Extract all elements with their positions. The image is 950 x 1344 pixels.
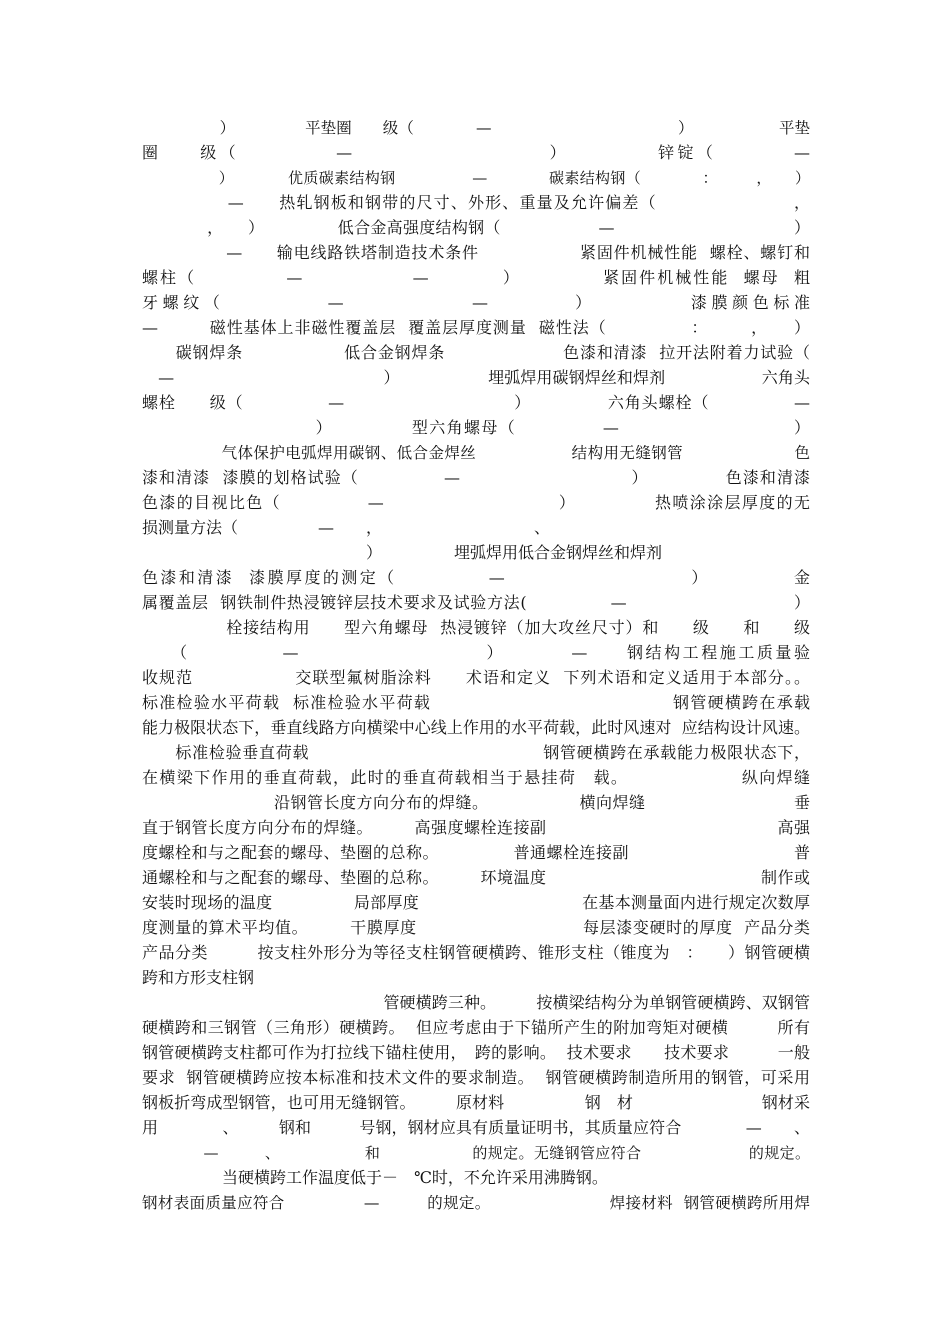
text-line: 硬横跨和三钢管（三角形）硬横跨。 但应考虑由于下锚所产生的附加弯矩对硬横 所有 — [142, 1018, 810, 1037]
text-line: 钢管硬横跨支柱都可作为打拉线下锚柱使用， 跨的影响。 技术要求 技术要求 一般 — [142, 1043, 810, 1062]
text-line: 色漆和清漆 漆膜厚度的测定（ — ） 金 — [142, 568, 810, 587]
text-line: 沿钢管长度方向分布的焊缝。 横向焊缝 垂 — [142, 793, 810, 812]
text-line: 钢板折弯成型钢管，也可用无缝钢管。 原材料 钢 材 钢材采 — [142, 1093, 810, 1112]
text-line: 当硬横跨工作温度低于－ ℃时，不允许采用沸腾钢。 — [142, 1168, 608, 1187]
text-line: 螺柱（ — — ） 紧固件机械性能 螺母 粗 — [142, 268, 810, 287]
text-line: — 、 和 的规定。无缝钢管应符合 的规定。 — [142, 1144, 810, 1162]
text-line: 标准检验水平荷载 标准检验水平荷载 钢管硬横跨在承载 — [142, 693, 810, 712]
text-line: ） 平垫圈 级（ — ） 平垫 — [142, 119, 810, 137]
text-line: 螺栓 级（ — ） 六角头螺栓（ — — [142, 393, 810, 412]
text-line: 管硬横跨三种。 按横梁结构分为单钢管硬横跨、双钢管 — [142, 993, 810, 1012]
text-line: 收规范 交联型氟树脂涂料 术语和定义 下列术语和定义适用于本部分。。 — [142, 668, 810, 687]
text-line: ， ） 低合金高强度结构钢（ — ） — [142, 218, 810, 237]
text-line: 跨和方形支柱钢 — [142, 968, 255, 987]
text-line: 属覆盖层 钢铁制件热浸镀锌层技术要求及试验方法( — ） — [142, 593, 810, 612]
text-line: （ — ） — 钢结构工程施工质量验 — [142, 643, 810, 662]
text-line: — 磁性基体上非磁性覆盖层 覆盖层厚度测量 磁性法（ ： ， ） — [142, 318, 810, 337]
text-line: 能力极限状态下，垂直线路方向横梁中心线上作用的水平荷载，此时风速对 应结构设计风速。 — [142, 718, 810, 737]
text-line: 安装时现场的温度 局部厚度 在基本测量面内进行规定次数厚 — [142, 893, 810, 912]
text-line: 栓接结构用 型六角螺母 热浸镀锌（加大攻丝尺寸）和 级 和 级 — [142, 618, 810, 637]
text-line: 碳钢焊条 低合金钢焊条 色漆和清漆 拉开法附着力试验（ — [142, 343, 810, 362]
text-line: 漆和清漆 漆膜的划格试验（ — ） 色漆和清漆 — [142, 468, 810, 487]
text-line: ） 埋弧焊用低合金钢焊丝和焊剂 — [142, 543, 663, 562]
text-line: 在横梁下作用的垂直荷载，此时的垂直荷载相当于悬挂荷 载。 纵向焊缝 — [142, 768, 810, 787]
text-line: 色漆的目视比色（ — ） 热喷涂涂层厚度的无 — [142, 493, 810, 512]
text-line: — 热轧钢板和钢带的尺寸、外形、重量及允许偏差（ ， — [142, 193, 810, 212]
text-line: 度测量的算术平均值。 干膜厚度 每层漆变硬时的厚度 产品分类 — [142, 918, 810, 937]
text-line: ） 优质碳素结构钢 — 碳素结构钢（ ： ， ） — [142, 169, 810, 187]
text-line: — 输电线路铁塔制造技术条件 紧固件机械性能 螺栓、螺钉和 — [142, 243, 810, 262]
text-line: ） 型六角螺母（ — ） — [142, 418, 810, 437]
text-line: 通螺栓和与之配套的螺母、垫圈的总称。 环境温度 制作或 — [142, 868, 810, 887]
text-line: 气体保护电弧焊用碳钢、低合金焊丝 结构用无缝钢管 色 — [142, 444, 810, 462]
text-line: 度螺栓和与之配套的螺母、垫圈的总称。 普通螺栓连接副 普 — [142, 843, 810, 862]
text-line: 要求 钢管硬横跨应按本标准和技术文件的要求制造。 钢管硬横跨制造所用的钢管，可采用 — [142, 1068, 810, 1087]
text-line: 牙螺纹（ — — ） 漆膜颜色标准 — [142, 293, 810, 312]
text-line: 直于钢管长度方向分布的焊缝。 高强度螺栓连接副 高强 — [142, 818, 810, 837]
text-line: 损测量方法（ — ， 、 — [142, 518, 551, 537]
text-line: 用 、 钢和 号钢，钢材应具有质量证明书，其质量应符合 — 、 — [142, 1118, 810, 1137]
text-line: 产品分类 按支柱外形分为等径支柱钢管硬横跨、锥形支柱（锥度为 ： ）钢管硬横 — [142, 943, 810, 962]
text-line: 标准检验垂直荷载 钢管硬横跨在承载能力极限状态下， — [142, 743, 810, 762]
text-line: 圈 级（ — ） 锌锭（ — — [142, 143, 810, 162]
text-line: — ） 埋弧焊用碳钢焊丝和焊剂 六角头 — [142, 368, 810, 387]
text-line: 钢材表面质量应符合 — 的规定。 焊接材料 钢管硬横跨所用焊 — [142, 1194, 810, 1212]
